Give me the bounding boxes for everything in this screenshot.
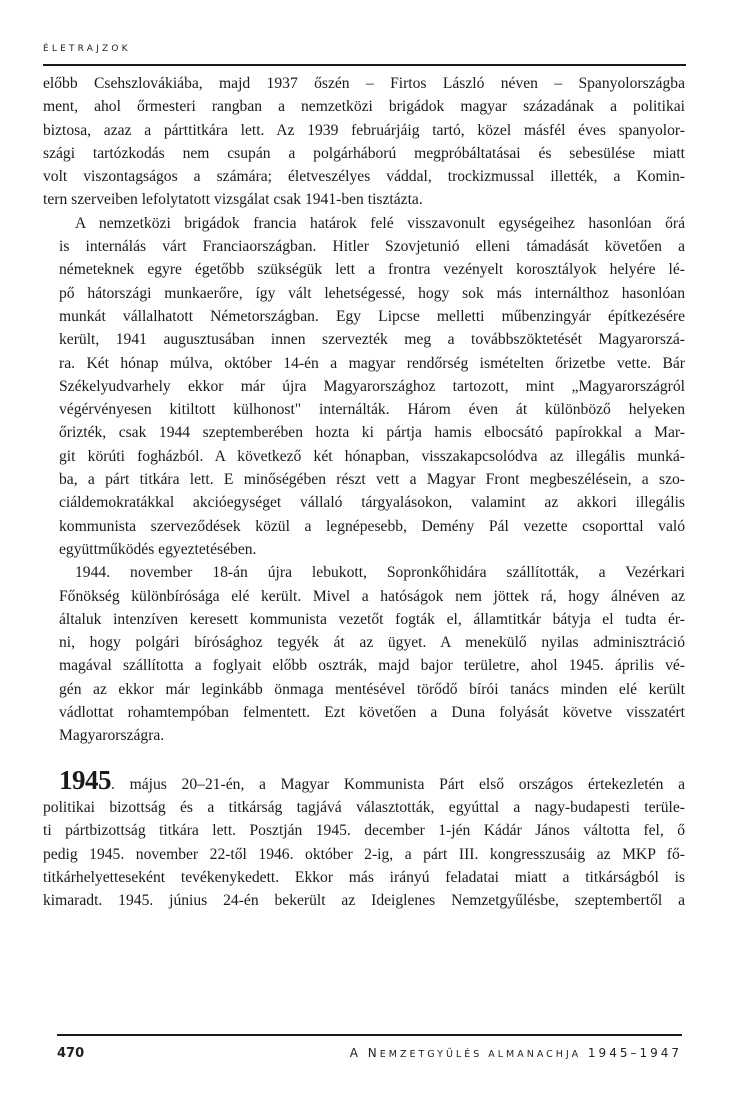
text-line: őrizték, csak 1944 szeptemberében hozta ki pártja hamis elbocsátó papírokkal a Mar- — [59, 424, 685, 442]
text-line: gén az ekkor már leginkább önmaga mentésével törődő bírói tanács minden elé került — [59, 680, 685, 698]
text-line: politikai bizottság és a titkárság tagjává választották, egyúttal a nagy-budapesti terüle- — [43, 798, 685, 816]
text-line: tern szerveiben lefolytatott vizsgálat csak 1941-ben tisztázta. — [43, 191, 423, 209]
section-1945 — [43, 764, 685, 913]
footer-rule — [57, 1034, 682, 1036]
section-spacer — [43, 748, 685, 770]
text-line: ti pártbizottság titkára lett. Posztján 1945. december 1-jén Kádár János váltotta fel, ő — [43, 822, 685, 840]
running-head: ÉLETRAJZOK — [43, 44, 131, 54]
header-rule — [43, 64, 686, 66]
section-year: 1945 — [59, 764, 111, 795]
running-foot — [350, 1046, 682, 1060]
text-line: volt viszontagságos a számára; életveszélyes váddal, trockizmussal illették, a Komin- — [43, 168, 685, 186]
paragraph-2 — [43, 212, 685, 561]
paragraph-3 — [43, 561, 685, 747]
text-line: pő hátországi munkaerőre, így vált lehetségessé, hogy sok más internálthoz hasonlóan — [59, 284, 685, 302]
text-line: pedig 1945. november 22-től 1946. október 2-ig, a párt III. kongresszusáig az MKP fő- — [43, 845, 685, 863]
text-line: kimaradt. 1945. június 24-én bekerült az Ideiglenes Nemzetgyűlésbe, szeptembertől a — [43, 892, 685, 910]
text-line: Magyarországra. — [59, 727, 165, 745]
text-line: ra. Két hónap múlva, október 14-én a magyar rendőrség ismételten őrizetbe vette. Bár — [59, 354, 685, 372]
text-line: általuk intenzíven keresett kommunista vezetőt fogták el, államtitkár bátyja el tudta ér- — [59, 610, 685, 628]
text-line: Székelyudvarhely ekkor már újra Magyarországhoz tartozott, mint „Magyarországról — [59, 377, 685, 395]
text-line: magával szállította a foglyait előbb osztrák, majd bajor területre, ahol 1945. április vé- — [59, 657, 685, 675]
text-line: ment, ahol őrmesteri rangban a nemzetközi brigádok magyar századának a politikai — [43, 98, 685, 116]
body-text — [43, 72, 685, 912]
text-line: együttműködés egyeztetésében. — [59, 540, 257, 558]
text-line: ba, a párt titkára lett. E minőségében részt vett a Magyar Front megbeszélésein, a szo- — [59, 471, 685, 489]
section-first-line-text: . május 20–21-én, a Magyar Kommunista Párt első országos értekezletén a — [111, 775, 685, 793]
running-foot-smallcaps: EMZETGYŰLÉS ALMANACHJA — [379, 1049, 582, 1060]
text-line: biztosa, azaz a párttitkára lett. Az 1939 februárjáig tartó, közel másfél éves spanyolor- — [43, 121, 685, 139]
text-line: végérvényesen kitiltott külhonost" internálták. Három éven át különböző helyeken — [59, 401, 685, 419]
text-line: vádlottat rohamtempóban felmentett. Ezt követően a Duna folyását követve visszatért — [59, 704, 685, 722]
text-line: is internálás várt Franciaországban. Hitler Szovjetunió elleni támadását követően a — [59, 238, 685, 256]
text-line: kommunista szerveződések közül a legnépesebb, Demény Pál vezette csoporttal való — [59, 517, 685, 535]
text-line: ciáldemokratákkal akcióegységet vállaló tárgyalásokon, valamint az akkori illegális — [59, 494, 685, 512]
running-foot-years: 1945–1947 — [587, 1046, 682, 1060]
text-line: ni, hogy polgári bírósághoz tegyék át az ügyet. A menekülő nyilas adminisztráció — [59, 634, 685, 652]
text-line: git körúti fogházból. A következő két hónapban, visszakapcsolódva az illegális munká- — [59, 447, 685, 465]
text-line: előbb Csehszlovákiába, majd 1937 őszén – Firtos László néven – Spanyolországba — [43, 75, 685, 92]
text-line: Főnökség különbírósága elé került. Mivel a hatóságok nem jöttek rá, hogy álnéven az — [59, 587, 685, 605]
text-line: szági tartózkodás nem csupán a polgárháború megpróbáltatásai és sebesülése miatt — [43, 144, 685, 162]
text-line: került, 1941 augusztusában innen szervezték meg a továbbszöktetését Magyarorszá- — [59, 331, 685, 349]
text-line: titkárhelyetteseként tevékenykedett. Ekkor más irányú feladatai miatt a titkárságból is — [43, 868, 685, 886]
text-line: 1944. november 18-án újra lebukott, Sopronkőhidára szállították, a Vezérkari — [75, 564, 685, 582]
page-number: 470 — [57, 1046, 85, 1061]
text-line: A nemzetközi brigádok francia határok felé visszavonult egységeihez hasonlóan őrá — [75, 214, 685, 232]
running-foot-cap: A N — [349, 1046, 380, 1060]
text-line: németeknek egyre égetőbb szükségük lett a frontra vezényelt korosztályok helyére lé- — [59, 261, 685, 279]
text-line: munkát vállalhatott Németországban. Egy Lipcse melletti műbenzingyár építkezésére — [59, 307, 685, 325]
section-first-line — [43, 764, 685, 796]
paragraph-1 — [43, 72, 685, 212]
